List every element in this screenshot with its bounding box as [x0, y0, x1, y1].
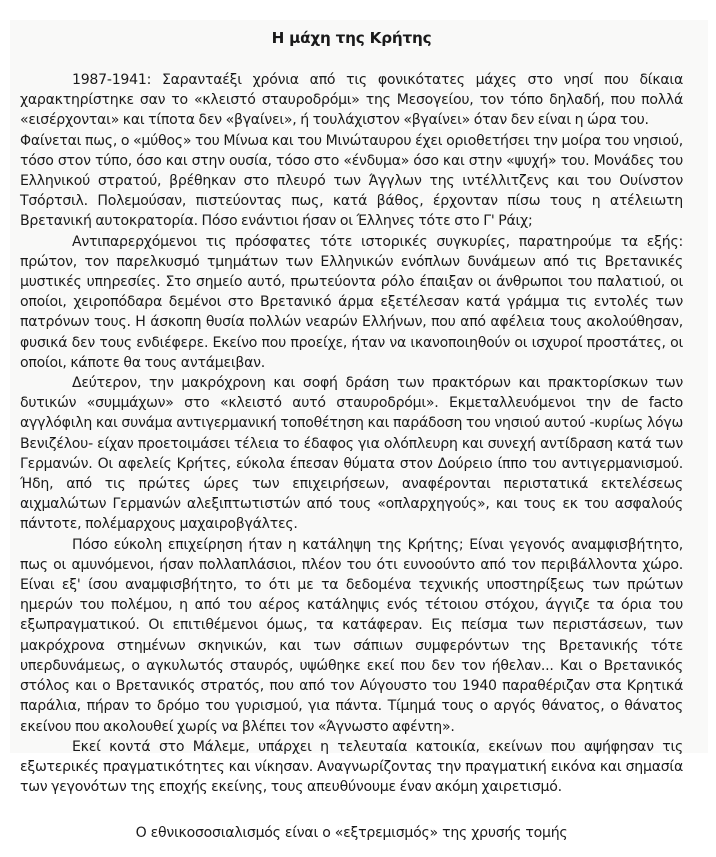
paragraph-occupation: Πόσο εύκολη επιχείρηση ήταν η κατάληψη της Κρήτης; Είναι γεγονός αναμφισβήτητο, πως οι αμυνόμενοι, ήσαν πολλαπλάσιοι, πλέον του ότι ευνοούντο από τον περιβάλλοντα χώρο. Είναι εξ' ίσου αναμφισβήτητο, το ότι με τα δεδομένα τεχνικής υποστηρίξεως των πρώτων ημερών του πολέμου, η από του αέρος κατάληψις ενός τέτοιου στόχου, άγγιζε τα όρια του εξωπραγματικού. Οι επιτιθέμενοι όμως, τα κατάφεραν. Εις πείσμα των περιστάσεων, των μακρόχρονα στημένων σκηνικών, και των σάπιων συμφερόντων της Βρετανικής τότε υπερδυνάμεως, ο αγκυλωτός σταυρός, υψώθηκε εκεί που δεν τον ήθελαν... Και ο Βρετανικός στόλος και ο Βρετανικός στρατός, που από τον Αύγουστο του 1940 παραθέριζαν στα Κρητικά παράλια, πήραν το δρόμο του γυρισμού, για πάντα. Τίμημά τους ο αργός θάνατος, ο θάνατος εκείνου που ακολουθεί χωρίς να βλέπει τον «Άγνωστο αφέντη».: [20, 536, 683, 735]
paragraph-second-point: Δεύτερον, την μακρόχρονη και σοφή δράση των πρακτόρων και πρακτορίσκων των δυτικών «συμμάχων» στο «κλειστό αυτό σταυροδρόμι». Εκμεταλλευόμενοι την de facto αγγλόφιλη και συνάμα αντιγερμανική τοποθέτηση και παράδοση του νησιού αυτού -κυρίως λόγω Βενιζέλου- είχαν προετοιμάσει τέλεια το έδαφος για ολόπλευρη και συνεχή αντίδραση κατά των Γερμανών. Οι αφελείς Κρήτες, εύκολα έπεσαν θύματα στον Δούρειο ίππο του αντιγερμανισμού. Ήδη, από τις πρώτες ώρες των επιχειρήσεων, αναφέρονται περιστατικά εκτελέσεως αιχμαλώτων Γερμανών αλεξιπτωτιστών από τους «οπλαρχηγούς», και τους εκ του ασφαλούς πάντοτε, πολέμαρχους μαχαιροβγάλτες.: [20, 375, 683, 533]
paragraph-intro: 1987-1941: Σαρανταέξι χρόνια από τις φονικότατες μάχες στο νησί που δίκαια χαρακτηρίστηκε σαν το «κλειστό σταυροδρόμι» της Μεσογείου, τον τόπο δηλαδή, που πολλά «εισέρχονται» και τίποτα δεν «βγαίνει», ή τουλάχιστον «βγαίνει» όταν δεν είναι η ώρα του.: [20, 72, 683, 129]
document-title: Η μάχη της Κρήτης: [271, 29, 432, 47]
scanned-page: [10, 20, 708, 842]
document-body: [20, 28, 683, 857]
paragraph-maleme: Εκεί κοντά στο Μάλεμε, υπάρχει η τελευταία κατοικία, εκείνων που αψήφησαν τις εξωτερικές πραγματικότητες και νίκησαν. Αναγνωρίζοντας την πραγματική εικόνα και σημασία των γεγονότων της εποχής εκείνης, τους απευθύνουμε έναν ακόμη χαιρετισμό.: [20, 738, 683, 796]
paragraph-first-point: Αντιπαρερχόμενοι τις πρόσφατες τότε ιστορικές συγκυρίες, παρατηρούμε τα εξής: πρώτον, τον παρελκυσμό τμημάτων των Ελληνικών ενόπλων δυνάμεων από τις Βρετανικές μυστικές υπηρεσίες. Στο σημείο αυτό, πρωτεύοντα ρόλο έπαιξαν οι άνθρωποι του παλατιού, οι οποίοι, χειροπόδαρα δεμένοι στο Βρετανικό άρμα εξετέλεσαν κατά γράμμα τις εντολές των πατρόνων τους. Η άσκοπη θυσία πολλών νεαρών Ελλήνων, που από αφέλεια τους ακολούθησαν, φυσικά δεν τους ενδιέφερε. Εκείνο που προείχε, ήταν να ικανοποιηθούν οι ισχυροί προστάτες, οι οποίοι, κάποτε θα τους αντάμειβαν.: [20, 233, 683, 371]
closing-statement: Ο εθνικοσοσιαλισμός είναι ο «εξτρεμισμός» της χρυσής τομής: [135, 825, 568, 842]
paragraph-myth: Φαίνεται πως, ο «μύθος» του Μίνωα και του Μινώταυρου έχει οριοθετήσει την μοίρα του νησιού, τόσο στον τύπο, όσο και στην ουσία, τόσο στο «ένδυμα» όσο και στην «ψυχή» του. Μονάδες του Ελληνικού στρατού, βρέθηκαν στο πλευρό των Άγγλων της ιντέλλιτζενς και του Ουίνστον Τσόρτσιλ. Πολεμούσαν, πιστεύοντας πως, κατά βάθος, έρχονταν πίσω τους η ατέλειωτη Βρετανική αυτοκρατορία. Πόσο ενάντιοι ήσαν οι Έλληνες τότε στο Γ' Ράιχ;: [20, 132, 683, 230]
